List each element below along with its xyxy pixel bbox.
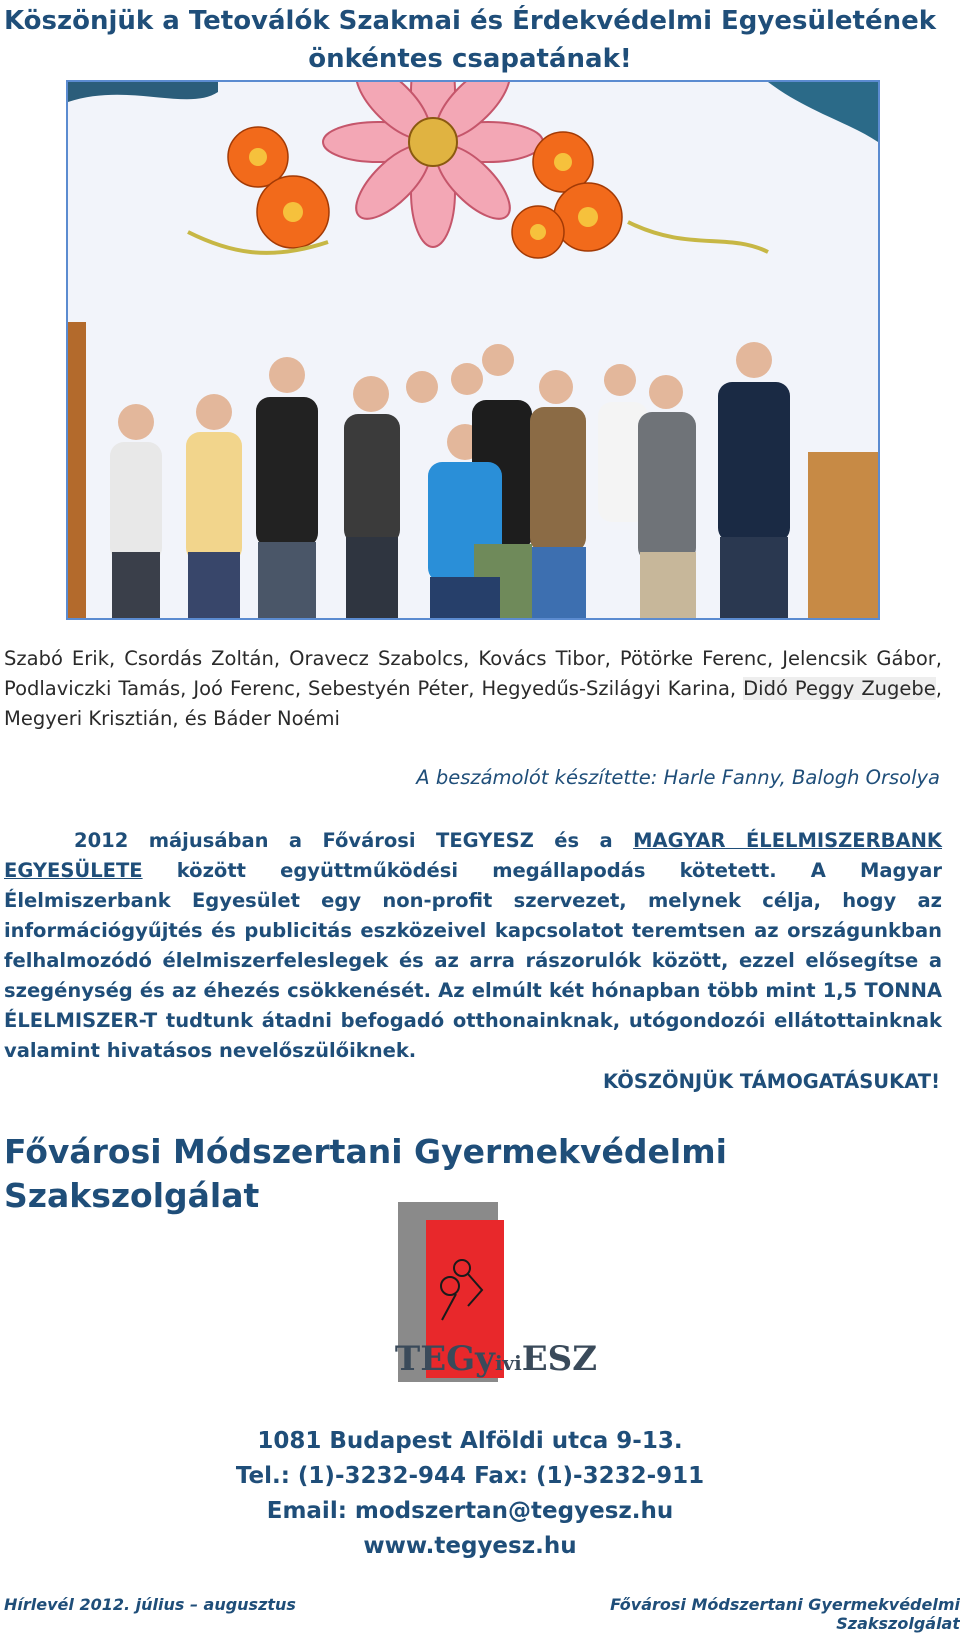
article-paragraph <box>4 826 942 1066</box>
heading-line-1: Köszönjük a Tetoválók Szakmai és Érdekvédelmi Egyesületének <box>3 6 937 36</box>
logo-text-a: TEGy <box>394 1339 495 1379</box>
paragraph-part-2: között együttműködési megállapodás kötetett. A Magyar Élelmiszerbank Egyesület egy non-profit szervezet, melynek célja, hogy az információgyűjtés és publicitás eszközeivel kapcsolatot teremtsen az országunkban felhalmozódó élelmiszerfeleslegek és az arra rászorulók között, ezzel elősegítse a szegénység és az éhezés csökkenését. Az elmúlt két hónapban több mint 1,5 TONNA ÉLELMISZER-T tudtunk átadni befogadó otthonainknak, utógondozói ellátottainknak valamint hivatásos nevelőszülőiknek. <box>4 859 942 1062</box>
footer-newsletter-date: Hírlevél 2012. július – augusztus <box>4 1595 296 1614</box>
paragraph-part-1: 2012 májusában a Fővárosi TEGYESZ és a <box>74 829 634 852</box>
group-photo-illustration <box>68 82 878 618</box>
organization-title: Fővárosi Módszertani Gyermekvédelmi Szakszolgálat <box>4 1132 727 1215</box>
names-text-2: , Megyeri Krisztián, és Báder Noémi <box>4 677 942 730</box>
report-credit: A beszámolót készítette: Harle Fanny, Balogh Orsolya <box>416 766 940 789</box>
tegyesz-logo <box>376 1202 616 1392</box>
footer-organization: Fővárosi Módszertani Gyermekvédelmi Szakszolgálat <box>610 1595 960 1633</box>
contact-block <box>0 1424 940 1564</box>
thanks-text: KÖSZÖNJÜK TÁMOGATÁSUKAT! <box>603 1070 940 1093</box>
tegyesz-logo-graphic <box>376 1202 616 1392</box>
page-heading <box>0 2 940 78</box>
contact-email[interactable]: Email: modszertan@tegyesz.hu <box>266 1498 674 1524</box>
contact-web[interactable]: www.tegyesz.hu <box>363 1533 577 1559</box>
contact-phone: Tel.: (1)-3232-944 Fax: (1)-3232-911 <box>235 1463 705 1489</box>
volunteer-names <box>4 644 942 734</box>
foodbank-link[interactable]: MAGYAR ÉLELMISZERBANK EGYESÜLETE <box>4 829 943 882</box>
contact-address: 1081 Budapest Alföldi utca 9-13. <box>257 1428 683 1454</box>
logo-text-c: ESZ <box>521 1339 598 1379</box>
names-text-1: Szabó Erik, Csordás Zoltán, Oravecz Szabolcs, Kovács Tibor, Pötörke Ferenc, Jelencsik Gábor, Podlaviczki Tamás, Joó Ferenc, Sebestyén Péter, Hegyedűs-Szilágyi Karina, <box>4 647 942 700</box>
logo-text-b: ivi <box>494 1351 522 1375</box>
names-highlight: Didó Peggy Zugebe <box>743 677 936 700</box>
group-photo <box>66 80 880 620</box>
heading-line-2: önkéntes csapatának! <box>308 44 632 74</box>
